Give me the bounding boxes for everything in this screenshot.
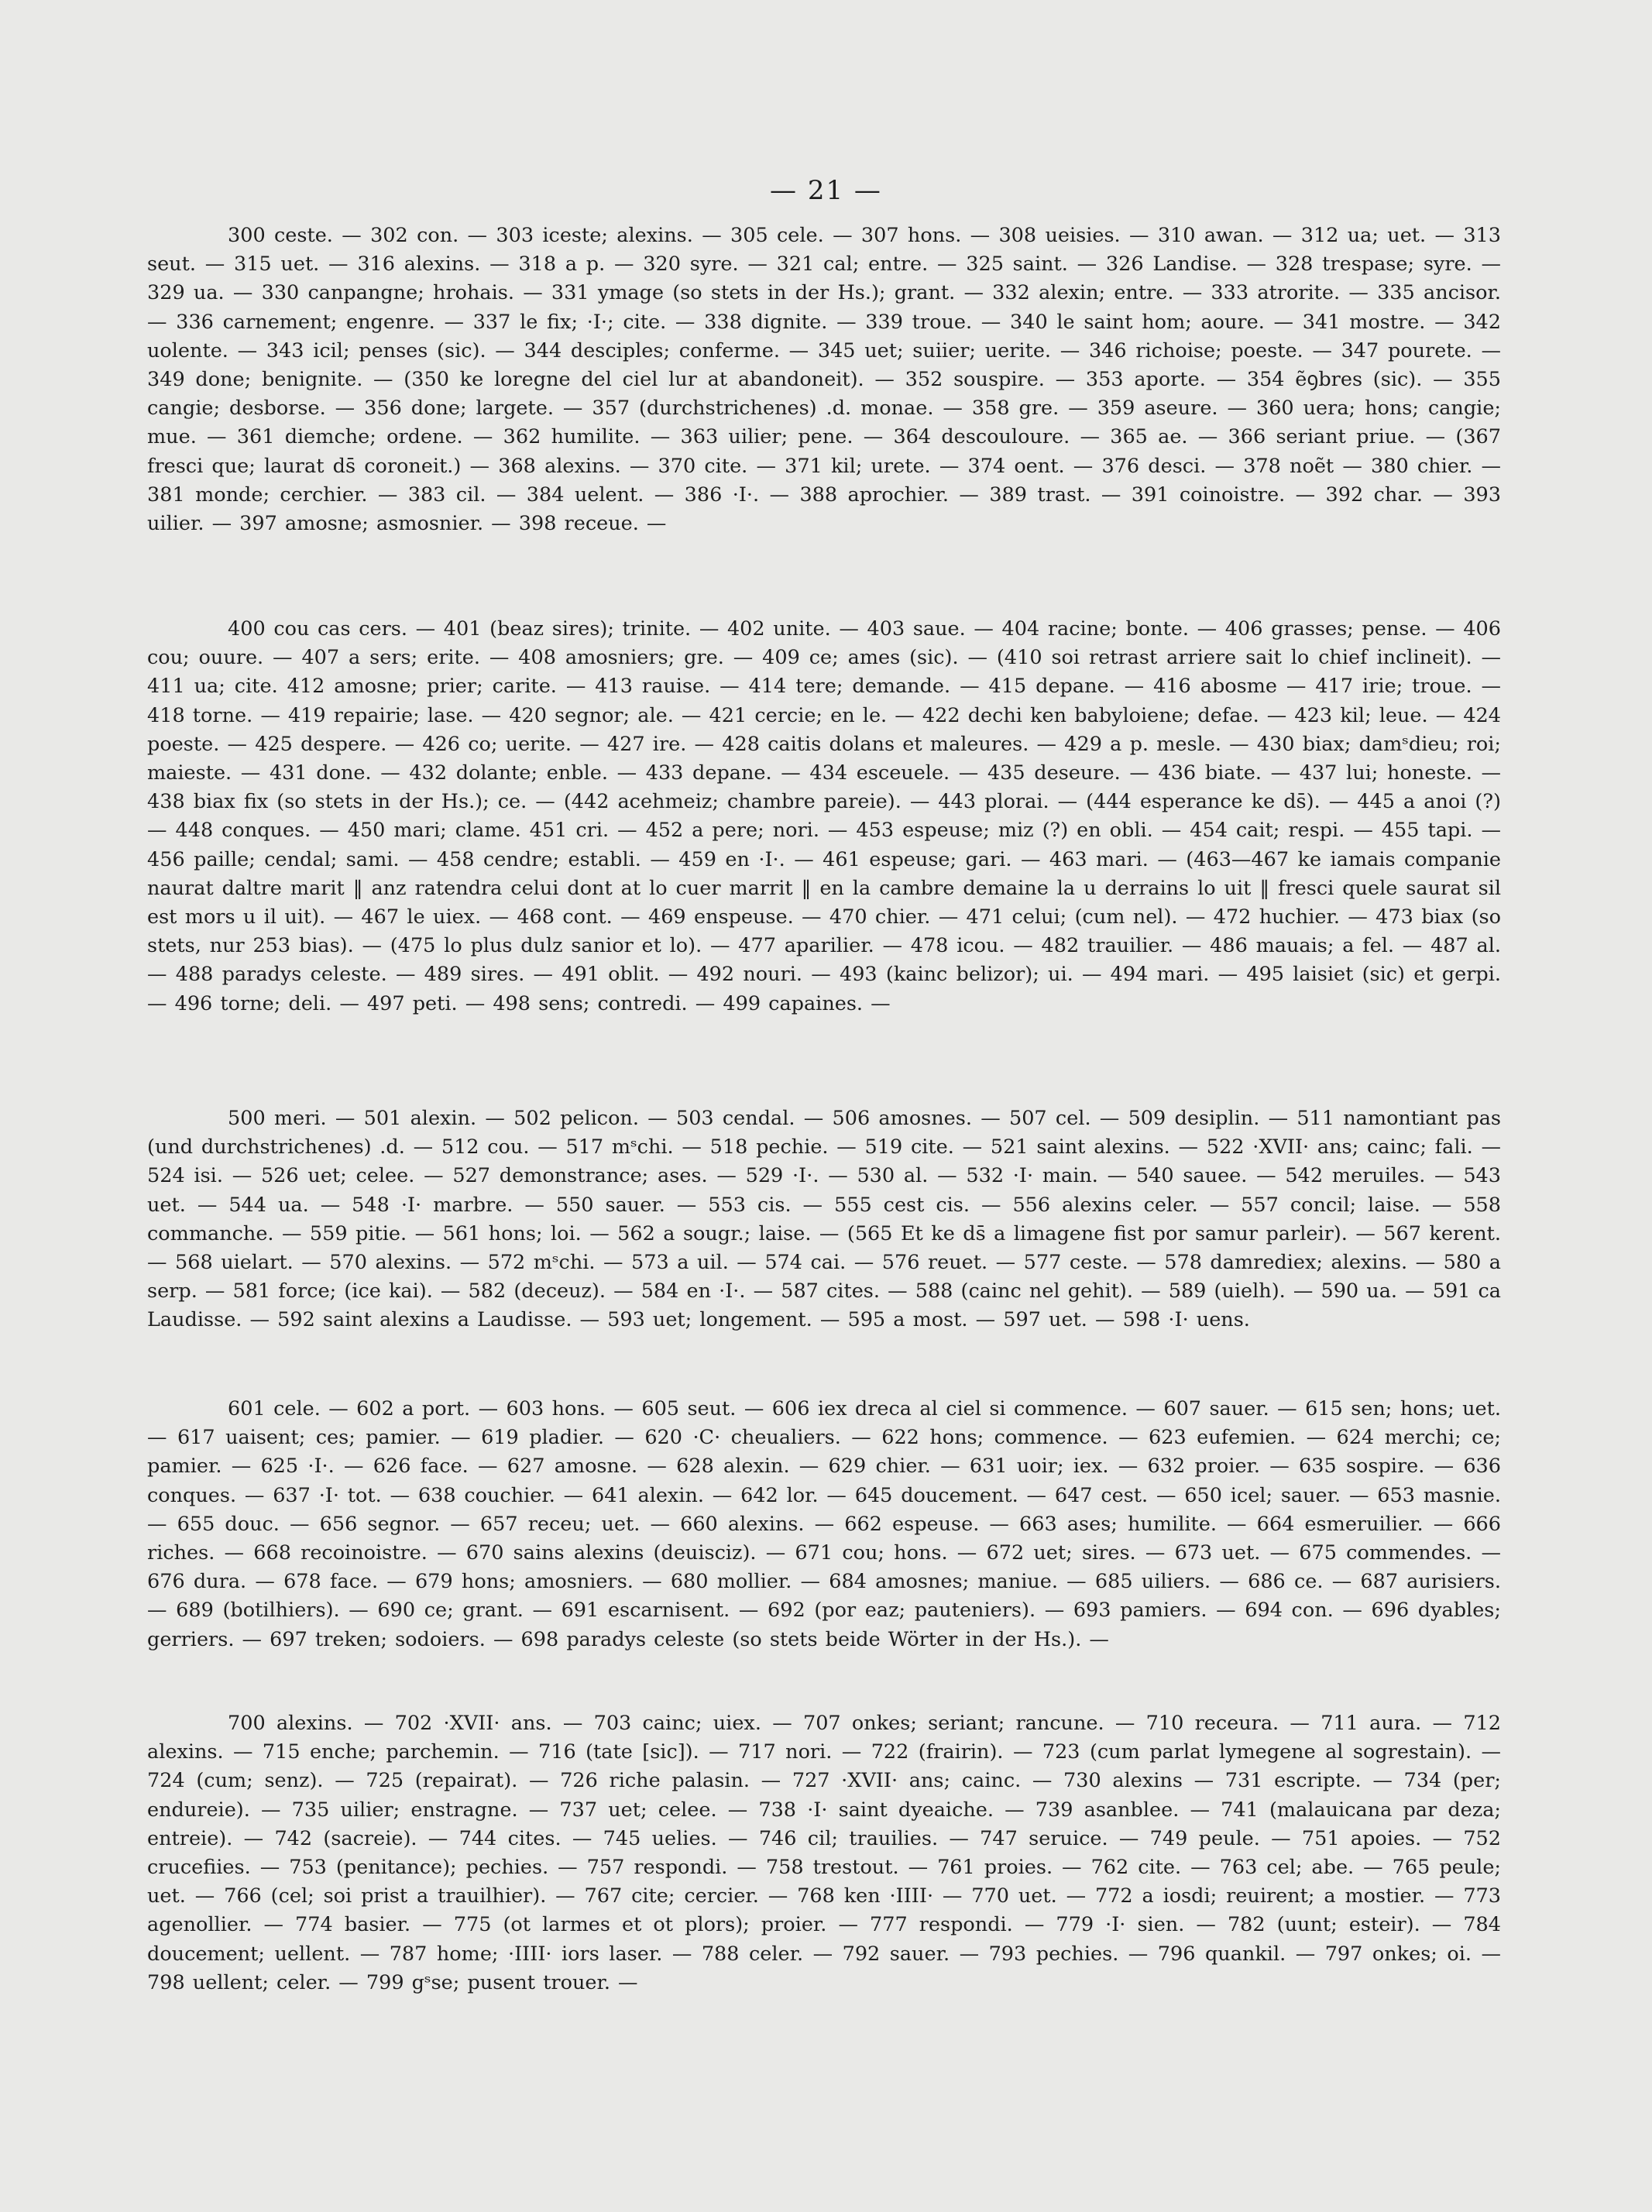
paragraph-300: 300 ceste. — 302 con. — 303 iceste; alexins. — 305 cele. — 307 hons. — 308 ueisies. — 310 awan. — 312 ua; uet. — 313 seut. — 315 uet. — 316 alexins. — 318 a p. — 320 syre. — 321 cal; entre. — 325 saint. — 326 Landise. — 328 trespase; syre. — 329 ua. — 330 canpangne; hrohais. — 331 ymage (so stets in der Hs.); grant. — 332 alexin; entre. — 333 atrorite. — 335 ancisor. — 336 carnement; engenre. — 337 le fix; ·I·; cite. — 338 dignite. — 339 troue. — 340 le saint hom; aoure. — 341 mostre. — 342 uolente. — 343 icil; penses (sic). — 344 desciples; conferme. — 345 uet; suiier; uerite. — 346 richoise; poeste. — 347 pourete. — 349 done; benignite. — (350 ke loregne del ciel lur at abandoneit). — 352 souspire. — 353 aporte. — 354 ẽꝯbres (sic). — 355 cangie; desborse. — 356 done; largete. — 357 (durchstrichenes) .d. monae. — 358 gre. — 359 aseure. — 360 uera; hons; cangie; mue. — 361 diemche; ordene. — 362 humilite. — 363 uilier; pene. — 364 descouloure. — 365 ae. — 366 seriant priue. — (367 fresci que; laurat ds̄ coroneit.) — 368 alexins. — 370 cite. — 371 kil; urete. — 374 oent. — 376 desci. — 378 noẽt — 380 chier. — 381 monde; cerchier. — 383 cil. — 384 uelent. — 386 ·I·. — 388 aprochier. — 389 trast. — 391 coinoistre. — 392 char. — 393 uilier. — 397 amosne; asmosnier. — 398 receue. — xyxy=(147,224,1501,536)
paragraph-400: 400 cou cas cers. — 401 (beaz sires); trinite. — 402 unite. — 403 saue. — 404 racine; bonte. — 406 grasses; pense. — 406 cou; ouure. — 407 a sers; erite. — 408 amosniers; gre. — 409 ce; ames (sic). — (410 soi retrast arriere sait lo chief inclineit). — 411 ua; cite. 412 amosne; prier; carite. — 413 rauise. — 414 tere; demande. — 415 depane. — 416 abosme — 417 irie; troue. — 418 torne. — 419 repairie; lase. — 420 segnor; ale. — 421 cercie; en le. — 422 dechi ken babyloiene; defae. — 423 kil; leue. — 424 poeste. — 425 despere. — 426 co; uerite. — 427 ire. — 428 caitis dolans et maleures. — 429 a p. mesle. — 430 biax; damˢdieu; roi; maieste. — 431 done. — 432 dolante; enble. — 433 depane. — 434 esceuele. — 435 deseure. — 436 biate. — 437 lui; honeste. — 438 biax fix (so stets in der Hs.); ce. — (442 acehmeiz; chambre pareie). — 443 plorai. — (444 esperance ke ds̄). — 445 a anoi (?) — 448 conques. — 450 mari; clame. 451 cri. — 452 a pere; nori. — 453 espeuse; miz (?) en obli. — 454 cait; respi. — 455 tapi. — 456 paille; cendal; sami. — 458 cendre; establi. — 459 en ·I·. — 461 espeuse; gari. — 463 mari. — (463—467 ke iamais companie naurat daltre marit ‖ anz ratendra celui dont at lo cuer marrit ‖ en la cambre demaine la u derrains lo uit ‖ fresci quele saurat sil est mors u il uit). — 467 le uiex. — 468 cont. — 469 enspeuse. — 470 chier. — 471 celui; (cum nel). — 472 huchier. — 473 biax (so stets, nur 253 bias). — (475 lo plus dulz sanior et lo). — 477 aparilier. — 478 icou. — 482 trauilier. — 486 mauais; a fel. — 487 al. — 488 paradys celeste. — 489 sires. — 491 oblit. — 492 nouri. — 493 (kainc belizor); ui. — 494 mari. — 495 laisiet (sic) et gerpi. — 496 torne; deli. — 497 peti. — 498 sens; contredi. — 499 capaines. — xyxy=(147,617,1501,1015)
paragraph-700: 700 alexins. — 702 ·XVII· ans. — 703 cainc; uiex. — 707 onkes; seriant; rancune. — 710 receura. — 711 aura. — 712 alexins. — 715 enche; parchemin. — 716 (tate [sic]). — 717 nori. — 722 (frairin). — 723 (cum parlat lymegene al sogrestain). — 724 (cum; senz). — 725 (repairat). — 726 riche palasin. — 727 ·XVII· ans; cainc. — 730 alexins — 731 escripte. — 734 (per; endureie). — 735 uilier; enstragne. — 737 uet; celee. — 738 ·I· saint dyeaiche. — 739 asanblee. — 741 (malauicana par deza; entreie). — 742 (sacreie). — 744 cites. — 745 uelies. — 746 cil; trauilies. — 747 seruice. — 749 peule. — 751 apoies. — 752 crucefiies. — 753 (penitance); pechies. — 757 respondi. — 758 trestout. — 761 proies. — 762 cite. — 763 cel; abe. — 765 peule; uet. — 766 (cel; soi prist a trauilhier). — 767 cite; cercier. — 768 ken ·IIII· — 770 uet. — 772 a iosdi; reuirent; a mostier. — 773 agenollier. — 774 basier. — 775 (ot larmes et ot plors); proier. — 777 respondi. — 779 ·I· sien. — 782 (uunt; esteir). — 784 doucement; uellent. — 787 home; ·IIII· iors laser. — 788 celer. — 792 sauer. — 793 pechies. — 796 quankil. — 797 onkes; oi. — 798 uellent; celer. — 799 gˢse; pusent trouer. — xyxy=(147,1712,1501,1994)
paragraph-500: 500 meri. — 501 alexin. — 502 pelicon. — 503 cendal. — 506 amosnes. — 507 cel. — 509 desiplin. — 511 namontiant pas (und durchstrichenes) .d. — 512 cou. — 517 mˢchi. — 518 pechie. — 519 cite. — 521 saint alexins. — 522 ·XVII· ans; cainc; fali. — 524 isi. — 526 uet; celee. — 527 demonstrance; ases. — 529 ·I·. — 530 al. — 532 ·I· main. — 540 sauee. — 542 meruiles. — 543 uet. — 544 ua. — 548 ·I· marbre. — 550 sauer. — 553 cis. — 555 cest cis. — 556 alexins celer. — 557 concil; laise. — 558 commanche. — 559 pitie. — 561 hons; loi. — 562 a sougr.; laise. — (565 Et ke ds̄ a limagene fist por samur parleir). — 567 kerent. — 568 uielart. — 570 alexins. — 572 mˢchi. — 573 a uil. — 574 cai. — 576 reuet. — 577 ceste. — 578 damrediex; alexins. — 580 a serp. — 581 force; (ice kai). — 582 (deceuz). — 584 en ·I·. — 587 cites. — 588 (cainc nel gehit). — 589 (uielh). — 590 ua. — 591 ca Laudisse. — 592 saint alexins a Laudisse. — 593 uet; longement. — 595 a most. — 597 uet. — 598 ·I· uens. xyxy=(147,1107,1501,1332)
paragraph-600: 601 cele. — 602 a port. — 603 hons. — 605 seut. — 606 iex dreca al ciel si commence. — 607 sauer. — 615 sen; hons; uet. — 617 uaisent; ces; pamier. — 619 pladier. — 620 ·C· cheualiers. — 622 hons; commence. — 623 eufemien. — 624 merchi; ce; pamier. — 625 ·I·. — 626 face. — 627 amosne. — 628 alexin. — 629 chier. — 631 uoir; iex. — 632 proier. — 635 sospire. — 636 conques. — 637 ·I· tot. — 638 couchier. — 641 alexin. — 642 lor. — 645 doucement. — 647 cest. — 650 icel; sauer. — 653 masnie. — 655 douc. — 656 segnor. — 657 receu; uet. — 660 alexins. — 662 espeuse. — 663 ases; humilite. — 664 esmeruilier. — 666 riches. — 668 recoinoistre. — 670 sains alexins (deuisciz). — 671 cou; hons. — 672 uet; sires. — 673 uet. — 675 commendes. — 676 dura. — 678 face. — 679 hons; amosniers. — 680 mollier. — 684 amosnes; maniue. — 685 uiliers. — 686 ce. — 687 aurisiers. — 689 (botilhiers). — 690 ce; grant. — 691 escarnisent. — 692 (por eaz; pauteniers). — 693 pamiers. — 694 con. — 696 dyables; gerriers. — 697 treken; sodoiers. — 698 paradys celeste (so stets beide Wörter in der Hs.). — xyxy=(147,1397,1501,1651)
page-number: — 21 — xyxy=(770,175,882,206)
